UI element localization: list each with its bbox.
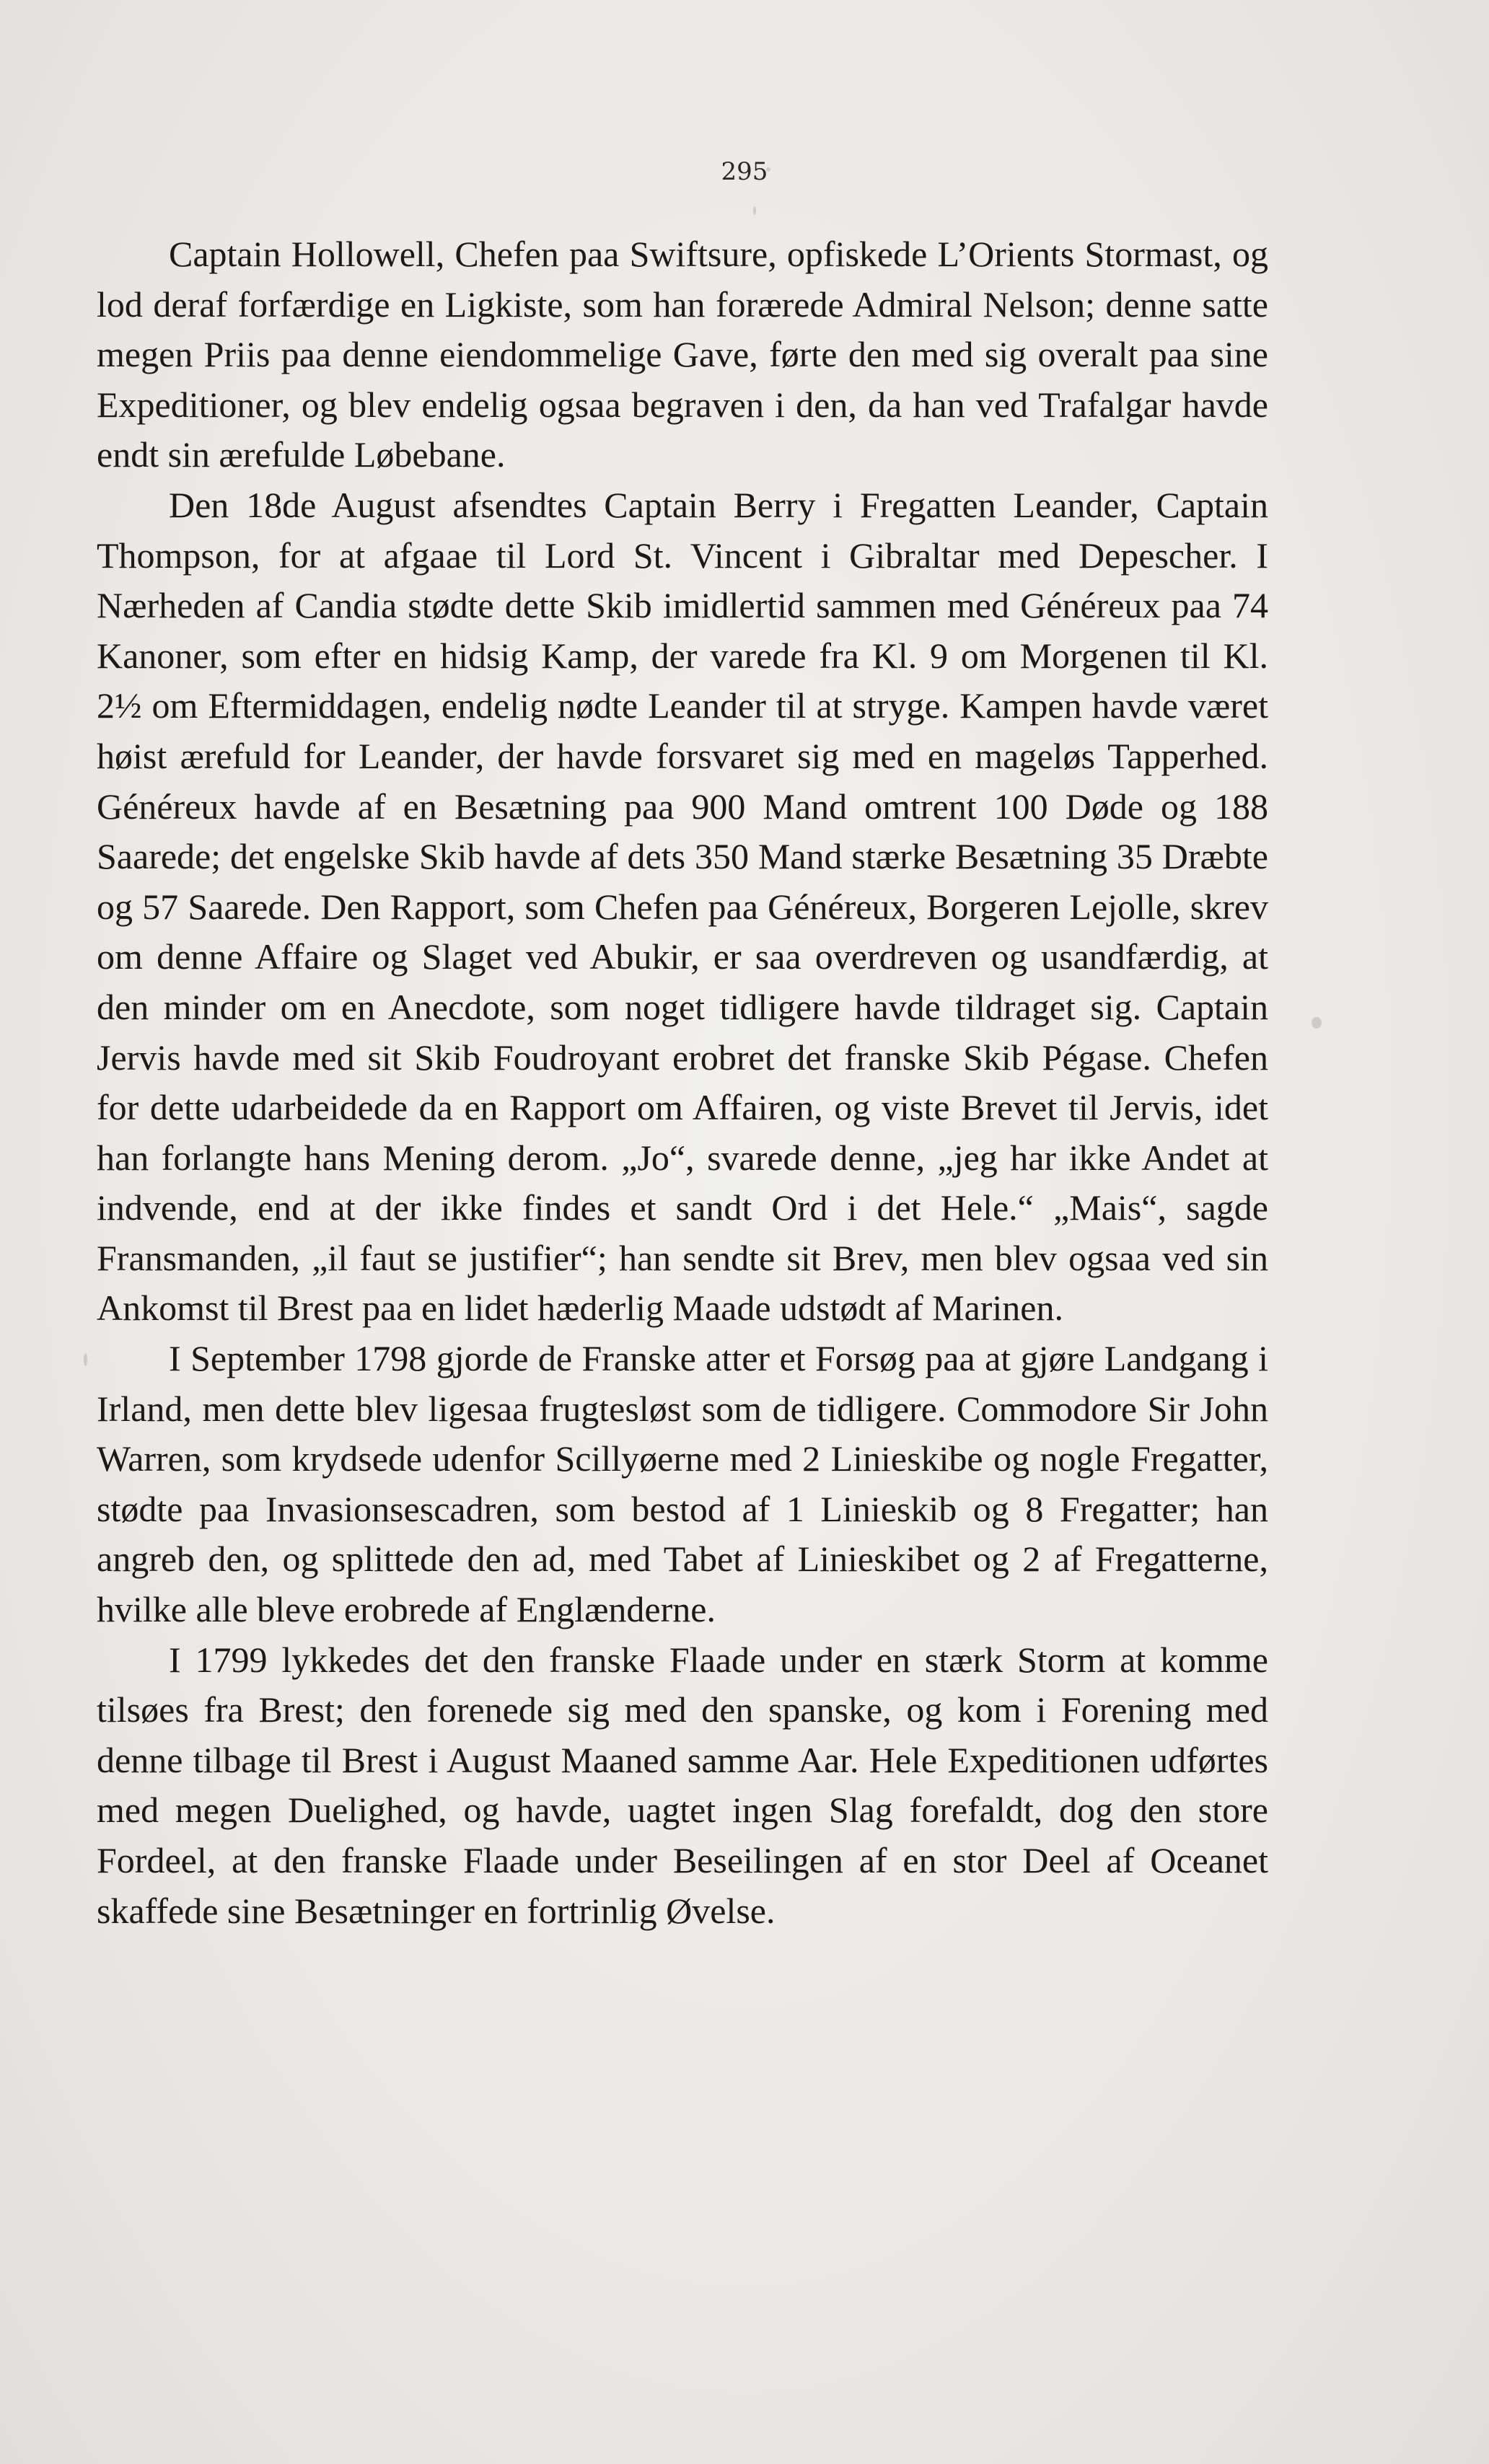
paper-speck: [753, 206, 756, 215]
paragraph-hollowell: Captain Hollowell, Chefen paa Swiftsure, opfiskede L’Orients Stormast, og lod deraf forfærdige en Ligkiste, som han forærede Admiral Nelson; denne satte megen Priis paa denne eiendommelige Gave, førte den med sig overalt paa sine Expeditioner, og blev endelig ogsaa begraven i den, da han ved Trafalgar havde endt sin ærefulde Løbebane.: [97, 234, 1268, 475]
page-number: 295: [721, 157, 768, 186]
paper-speck: [766, 167, 770, 172]
paper-speck: [84, 1353, 87, 1366]
body-text: [97, 229, 1268, 1936]
paper-speck: [1312, 1017, 1322, 1029]
paragraph-1799: I 1799 lykkedes det den franske Flaade under en stærk Storm at komme tilsøes fra Brest; den forenede sig med den spanske, og kom i Forening med denne tilbage til Brest i August Maaned samme Aar. Hele Expeditionen udførtes med megen Duelighed, og havde, uagtet ingen Slag forefaldt, dog den store Fordeel, at den franske Flaade under Beseilingen af en stor Deel af Oceanet skaffede sine Besætninger en fortrinlig Øvelse.: [97, 1639, 1268, 1931]
paragraph-september-1798: I September 1798 gjorde de Franske atter et Forsøg paa at gjøre Landgang i Irland, men dette blev ligesaa frugtesløst som de tidligere. Commodore Sir John Warren, som krydsede udenfor Scillyøerne med 2 Linieskibe og nogle Fregatter, stødte paa Invasionsescadren, som bestod af 1 Linieskib og 8 Fregatter; han angreb den, og splittede den ad, med Tabet af Linieskibet og 2 af Fregatterne, hvilke alle bleve erobrede af Englænderne.: [97, 1338, 1268, 1630]
paragraph-leander: Den 18de August afsendtes Captain Berry i Fregatten Leander, Captain Thompson, for at afgaae til Lord St. Vincent i Gibraltar med Depescher. I Nærheden af Candia stødte dette Skib imidlertid sammen med Généreux paa 74 Kanoner, som efter en hidsig Kamp, der varede fra Kl. 9 om Morgenen til Kl. 2½ om Eftermiddagen, endelig nødte Leander til at stryge. Kampen havde været høist ærefuld for Leander, der havde forsvaret sig med en mageløs Tapperhed. Généreux havde af en Besætning paa 900 Mand omtrent 100 Døde og 188 Saarede; det engelske Skib havde af dets 350 Mand stærke Besætning 35 Dræbte og 57 Saarede. Den Rapport, som Chefen paa Généreux, Borgeren Lejolle, skrev om denne Affaire og Slaget ved Abukir, er saa overdreven og usandfærdig, at den minder om en Anecdote, som noget tidligere havde tildraget sig. Captain Jervis havde med sit Skib Foudroyant erobret det franske Skib Pégase. Chefen for dette udarbeidede da en Rapport om Affairen, og viste Brevet til Jervis, idet han forlangte hans Mening derom. „Jo“, svarede denne, „jeg har ikke Andet at indvende, end at der ikke findes et sandt Ord i det Hele.“ „Mais“, sagde Fransmanden, „il faut se justifier“; han sendte sit Brev, men blev ogsaa ved sin Ankomst til Brest paa en lidet hæderlig Maade udstødt af Marinen.: [97, 484, 1268, 1329]
